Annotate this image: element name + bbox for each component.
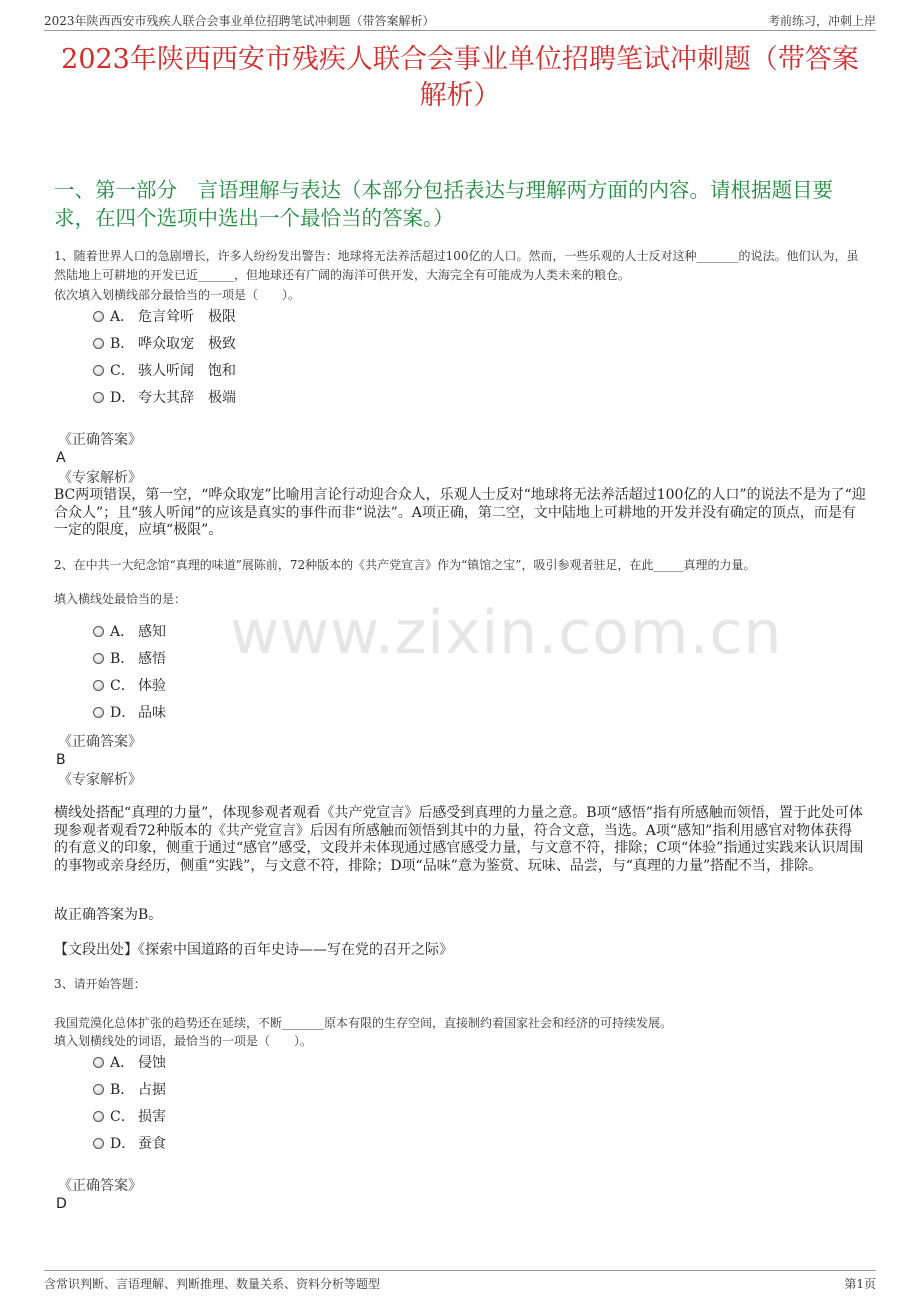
q2-source: 【文段出处】《探索中国道路的百年史诗——写在党的召开之际》 xyxy=(54,942,453,958)
q3-stem: 我国荒漠化总体扩张的趋势还在延续，不断_______原本有限的生存空间，直接制约着国家社会和经济的可持续发展。 xyxy=(54,1016,673,1030)
page-number: 第1页 xyxy=(844,1277,876,1291)
radio-icon[interactable] xyxy=(93,392,104,403)
option-letter: D． xyxy=(110,390,136,406)
option-text: 夸大其辞 极端 xyxy=(138,390,236,406)
q1-prompt: 依次填入划横线部分最恰当的一项是（ ）。 xyxy=(54,288,301,302)
page-footer xyxy=(44,1270,876,1293)
q1-analysis: BC两项错误，第一空，“哗众取宠”比喻用言论行动迎合众人，乐观人士反对“地球将无法养活超过100亿的人口”的说法不是为了“迎合众人”；且“骇人听闻”的应该是真实的事件而非“说法”。A项正确，第二空，文中陆地上可耕地的开发并没有确定的顶点，而是有一定的限度，应填“极限”。 xyxy=(54,487,866,538)
option-text: 体验 xyxy=(138,678,166,694)
option-text: 感悟 xyxy=(138,651,166,667)
option-letter: A． xyxy=(110,624,135,640)
document-title: 2023年陕西西安市残疾人联合会事业单位招聘笔试冲刺题（带答案解析） xyxy=(61,44,859,111)
footer-note: 含常识判断、言语理解、判断推理、数量关系、资料分析等题型 xyxy=(44,1277,381,1291)
radio-icon[interactable] xyxy=(93,707,104,718)
q3-option-c[interactable] xyxy=(93,1106,166,1128)
radio-icon[interactable] xyxy=(93,311,104,322)
option-letter: B． xyxy=(110,1082,135,1098)
option-text: 品味 xyxy=(138,705,166,721)
q3-intro: 3、请开始答题： xyxy=(54,977,146,991)
q1-answer-label: 《正确答案》 xyxy=(58,432,142,448)
option-letter: D． xyxy=(110,705,136,721)
q2-prompt: 填入横线处最恰当的是： xyxy=(54,592,187,606)
option-text: 感知 xyxy=(138,624,166,640)
option-text: 蚕食 xyxy=(138,1136,166,1152)
q2-conclusion: 故正确答案为B。 xyxy=(54,907,163,923)
option-letter: A． xyxy=(110,309,135,325)
radio-icon[interactable] xyxy=(93,1057,104,1068)
option-text: 骇人听闻 饱和 xyxy=(138,363,236,379)
radio-icon[interactable] xyxy=(93,626,104,637)
page-header xyxy=(44,10,876,31)
q3-option-b[interactable] xyxy=(93,1079,166,1101)
radio-icon[interactable] xyxy=(93,338,104,349)
option-text: 危言耸听 极限 xyxy=(138,309,236,325)
header-title: 2023年陕西西安市残疾人联合会事业单位招聘笔试冲刺题（带答案解析） xyxy=(44,14,435,28)
q3-option-a[interactable] xyxy=(93,1052,166,1074)
option-text: 损害 xyxy=(138,1109,166,1125)
q2-analysis-label: 《专家解析》 xyxy=(58,772,142,788)
section-heading: 一、第一部分 言语理解与表达（本部分包括表达与理解两方面的内容。请根据题目要求，在四个选项中选出一个最恰当的答案。） xyxy=(54,178,833,230)
q1-option-c[interactable] xyxy=(93,360,236,382)
header-slogan: 考前练习，冲刺上岸 xyxy=(767,14,876,28)
q2-analysis: 横线处搭配“真理的力量”，体现参观者观看《共产党宣言》后感受到真理的力量之意。B项“感悟”指有所感触而领悟，置于此处可体现参观者观看72种版本的《共产党宣言》后因有所感触而领悟到其中的力量，符合文意，当选。A项“感知”指利用感官对物体获得的有意义的印象，侧重于通过“感官”感受，文段并未体现通过感官感受力量，与文意不符，排除；C项“体验”指通过实践来认识周围的事物或亲身经历，侧重“实践”，与文意不符，排除；D项“品味”意为鉴赏、玩味、品尝，与“真理的力量”搭配不当，排除。 xyxy=(54,805,864,874)
q3-prompt: 填入划横线处的词语，最恰当的一项是（ ）。 xyxy=(54,1034,313,1048)
q2-stem: 2、在中共一大纪念馆“真理的味道”展陈前，72种版本的《共产党宣言》作为“镇馆之宝”，吸引参观者驻足，在此_____真理的力量。 xyxy=(54,558,756,572)
radio-icon[interactable] xyxy=(93,1111,104,1122)
q2-option-c[interactable] xyxy=(93,675,166,697)
q3-answer-label: 《正确答案》 xyxy=(58,1178,142,1194)
q1-stem: 1、随着世界人口的急剧增长，许多人纷纷发出警告：地球将无法养活超过100亿的人口。然而，一些乐观的人士反对这种_______的说法。他们认为，虽然陆地上可耕地的开发已近______，但地球还有广阔的海洋可供开发，大海完全有可能成为人类未来的粮仓。 xyxy=(54,249,859,282)
watermark: www.zixin.com.cn xyxy=(230,598,783,668)
q1-option-a[interactable] xyxy=(93,306,236,328)
q2-answer: B xyxy=(56,752,66,768)
q3-option-d[interactable] xyxy=(93,1133,166,1155)
q2-answer-label: 《正确答案》 xyxy=(58,734,142,750)
q1-analysis-label: 《专家解析》 xyxy=(58,470,142,486)
option-letter: C． xyxy=(110,1109,135,1125)
option-letter: C． xyxy=(110,363,135,379)
radio-icon[interactable] xyxy=(93,680,104,691)
radio-icon[interactable] xyxy=(93,653,104,664)
option-text: 占据 xyxy=(138,1082,166,1098)
q1-option-d[interactable] xyxy=(93,387,236,409)
q2-option-b[interactable] xyxy=(93,648,166,670)
q2-option-a[interactable] xyxy=(93,621,166,643)
option-letter: A． xyxy=(110,1055,135,1071)
option-text: 哗众取宠 极致 xyxy=(138,336,236,352)
q1-answer: A xyxy=(56,450,66,466)
option-text: 侵蚀 xyxy=(138,1055,166,1071)
radio-icon[interactable] xyxy=(93,1138,104,1149)
q3-answer: D xyxy=(56,1196,67,1212)
option-letter: B． xyxy=(110,336,135,352)
q1-option-b[interactable] xyxy=(93,333,236,355)
radio-icon[interactable] xyxy=(93,1084,104,1095)
q2-option-d[interactable] xyxy=(93,702,166,724)
radio-icon[interactable] xyxy=(93,365,104,376)
option-letter: B． xyxy=(110,651,135,667)
option-letter: D． xyxy=(110,1136,136,1152)
option-letter: C． xyxy=(110,678,135,694)
